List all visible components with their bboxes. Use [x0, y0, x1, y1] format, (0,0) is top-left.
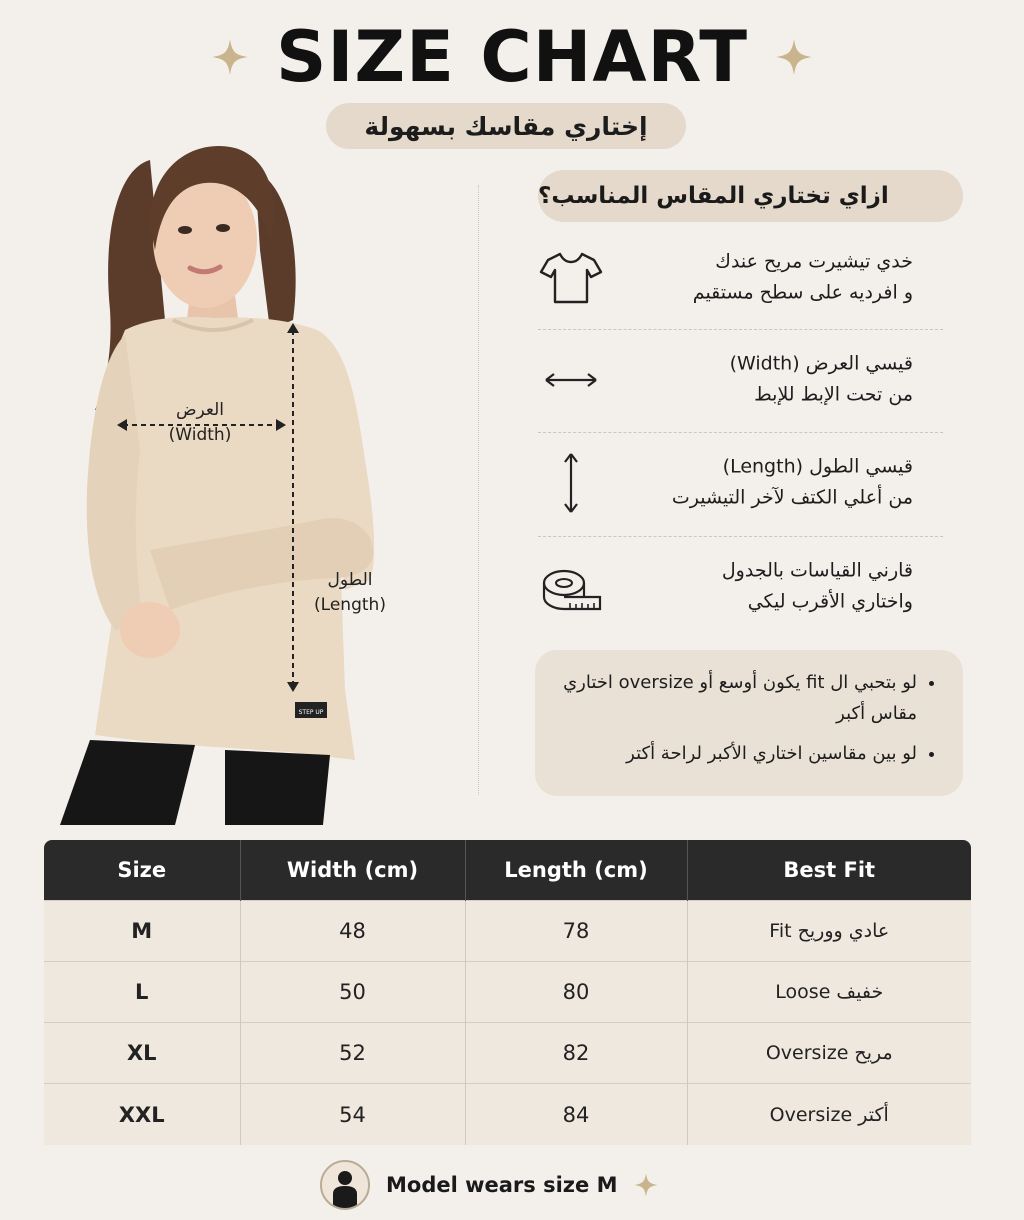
subtitle-pill: إختاري مقاسك بسهولة — [326, 103, 686, 149]
vertical-divider — [478, 185, 479, 795]
step-line: قارني القياسات بالجدول — [721, 559, 913, 582]
step-line: من تحت الإبط للإبط — [754, 384, 913, 406]
step-line: خدي تيشيرت مريح عندك — [715, 250, 913, 273]
vertical-arrow-icon — [538, 453, 604, 513]
table-row — [44, 961, 971, 1022]
cell-best-fit: خفيف Loose — [687, 961, 971, 1022]
width-label-ar: العرض — [175, 400, 225, 420]
table-header-row — [44, 840, 971, 900]
step-compare — [538, 537, 943, 637]
step-line: من أعلي الكتف لآخر التيشيرت — [671, 487, 913, 509]
cell-best-fit: أكتر Oversize — [687, 1084, 971, 1145]
cell-best-fit: عادي ووريح Fit — [687, 900, 971, 961]
step-length — [538, 433, 943, 533]
size-table — [44, 840, 971, 1145]
header-length: Length (cm) — [465, 840, 687, 900]
footer-text: Model wears size M — [386, 1173, 618, 1197]
sparkle-icon — [633, 1172, 659, 1198]
table-row — [44, 1084, 971, 1145]
tips-box — [535, 650, 963, 796]
cell-size: L — [44, 961, 240, 1022]
cell-width: 54 — [240, 1084, 465, 1145]
length-label-en: (Length) — [314, 594, 386, 615]
tip-item: • لو بين مقاسين اختاري الأكبر لراحة أكتر — [559, 739, 917, 770]
horizontal-arrow-icon — [538, 350, 604, 410]
cell-width: 50 — [240, 961, 465, 1022]
table-row — [44, 1023, 971, 1084]
step-line: واختاري الأقرب ليكي — [747, 591, 913, 613]
sparkle-icon — [210, 37, 250, 77]
cell-best-fit: مريح Oversize — [687, 1023, 971, 1084]
cell-length: 84 — [465, 1084, 687, 1145]
step-text — [730, 349, 913, 412]
cell-width: 52 — [240, 1023, 465, 1084]
step-width — [538, 330, 943, 430]
footer-note — [320, 1160, 659, 1210]
measuring-tape-icon — [538, 557, 604, 617]
cell-size: XL — [44, 1023, 240, 1084]
step-line: و افرديه على سطح مستقيم — [692, 282, 913, 304]
cell-length: 78 — [465, 900, 687, 961]
width-label — [150, 398, 250, 447]
step-line: قيسي الطول (Length) — [722, 455, 913, 478]
tag-label: STEP UP — [298, 709, 324, 716]
howto-heading: ازاي تختاري المقاس المناسب؟ — [538, 170, 963, 222]
sparkle-icon — [774, 37, 814, 77]
step-text — [722, 556, 913, 619]
length-label-ar: الطول — [327, 570, 373, 590]
step-text — [672, 452, 913, 515]
header-best-fit: Best Fit — [687, 840, 971, 900]
cell-width: 48 — [240, 900, 465, 961]
header-width: Width (cm) — [240, 840, 465, 900]
length-label — [300, 568, 400, 617]
table-row — [44, 900, 971, 961]
tshirt-icon — [538, 248, 604, 308]
cell-length: 82 — [465, 1023, 687, 1084]
cell-size: M — [44, 900, 240, 961]
step-text — [693, 247, 913, 310]
cell-size: XXL — [44, 1084, 240, 1145]
model-avatar-icon — [320, 1160, 370, 1210]
page-title: SIZE CHART — [275, 16, 749, 98]
model-photo — [55, 130, 415, 825]
title-row — [0, 14, 1024, 100]
header-size: Size — [44, 840, 240, 900]
step-line: قيسي العرض (Width) — [729, 352, 913, 375]
tip-item: • لو بتحبي ال fit يكون أوسع أو oversize اختاري مقاس أكبر — [559, 668, 917, 729]
step-shirt — [538, 228, 943, 328]
cell-length: 80 — [465, 961, 687, 1022]
width-label-en: (Width) — [168, 424, 232, 445]
